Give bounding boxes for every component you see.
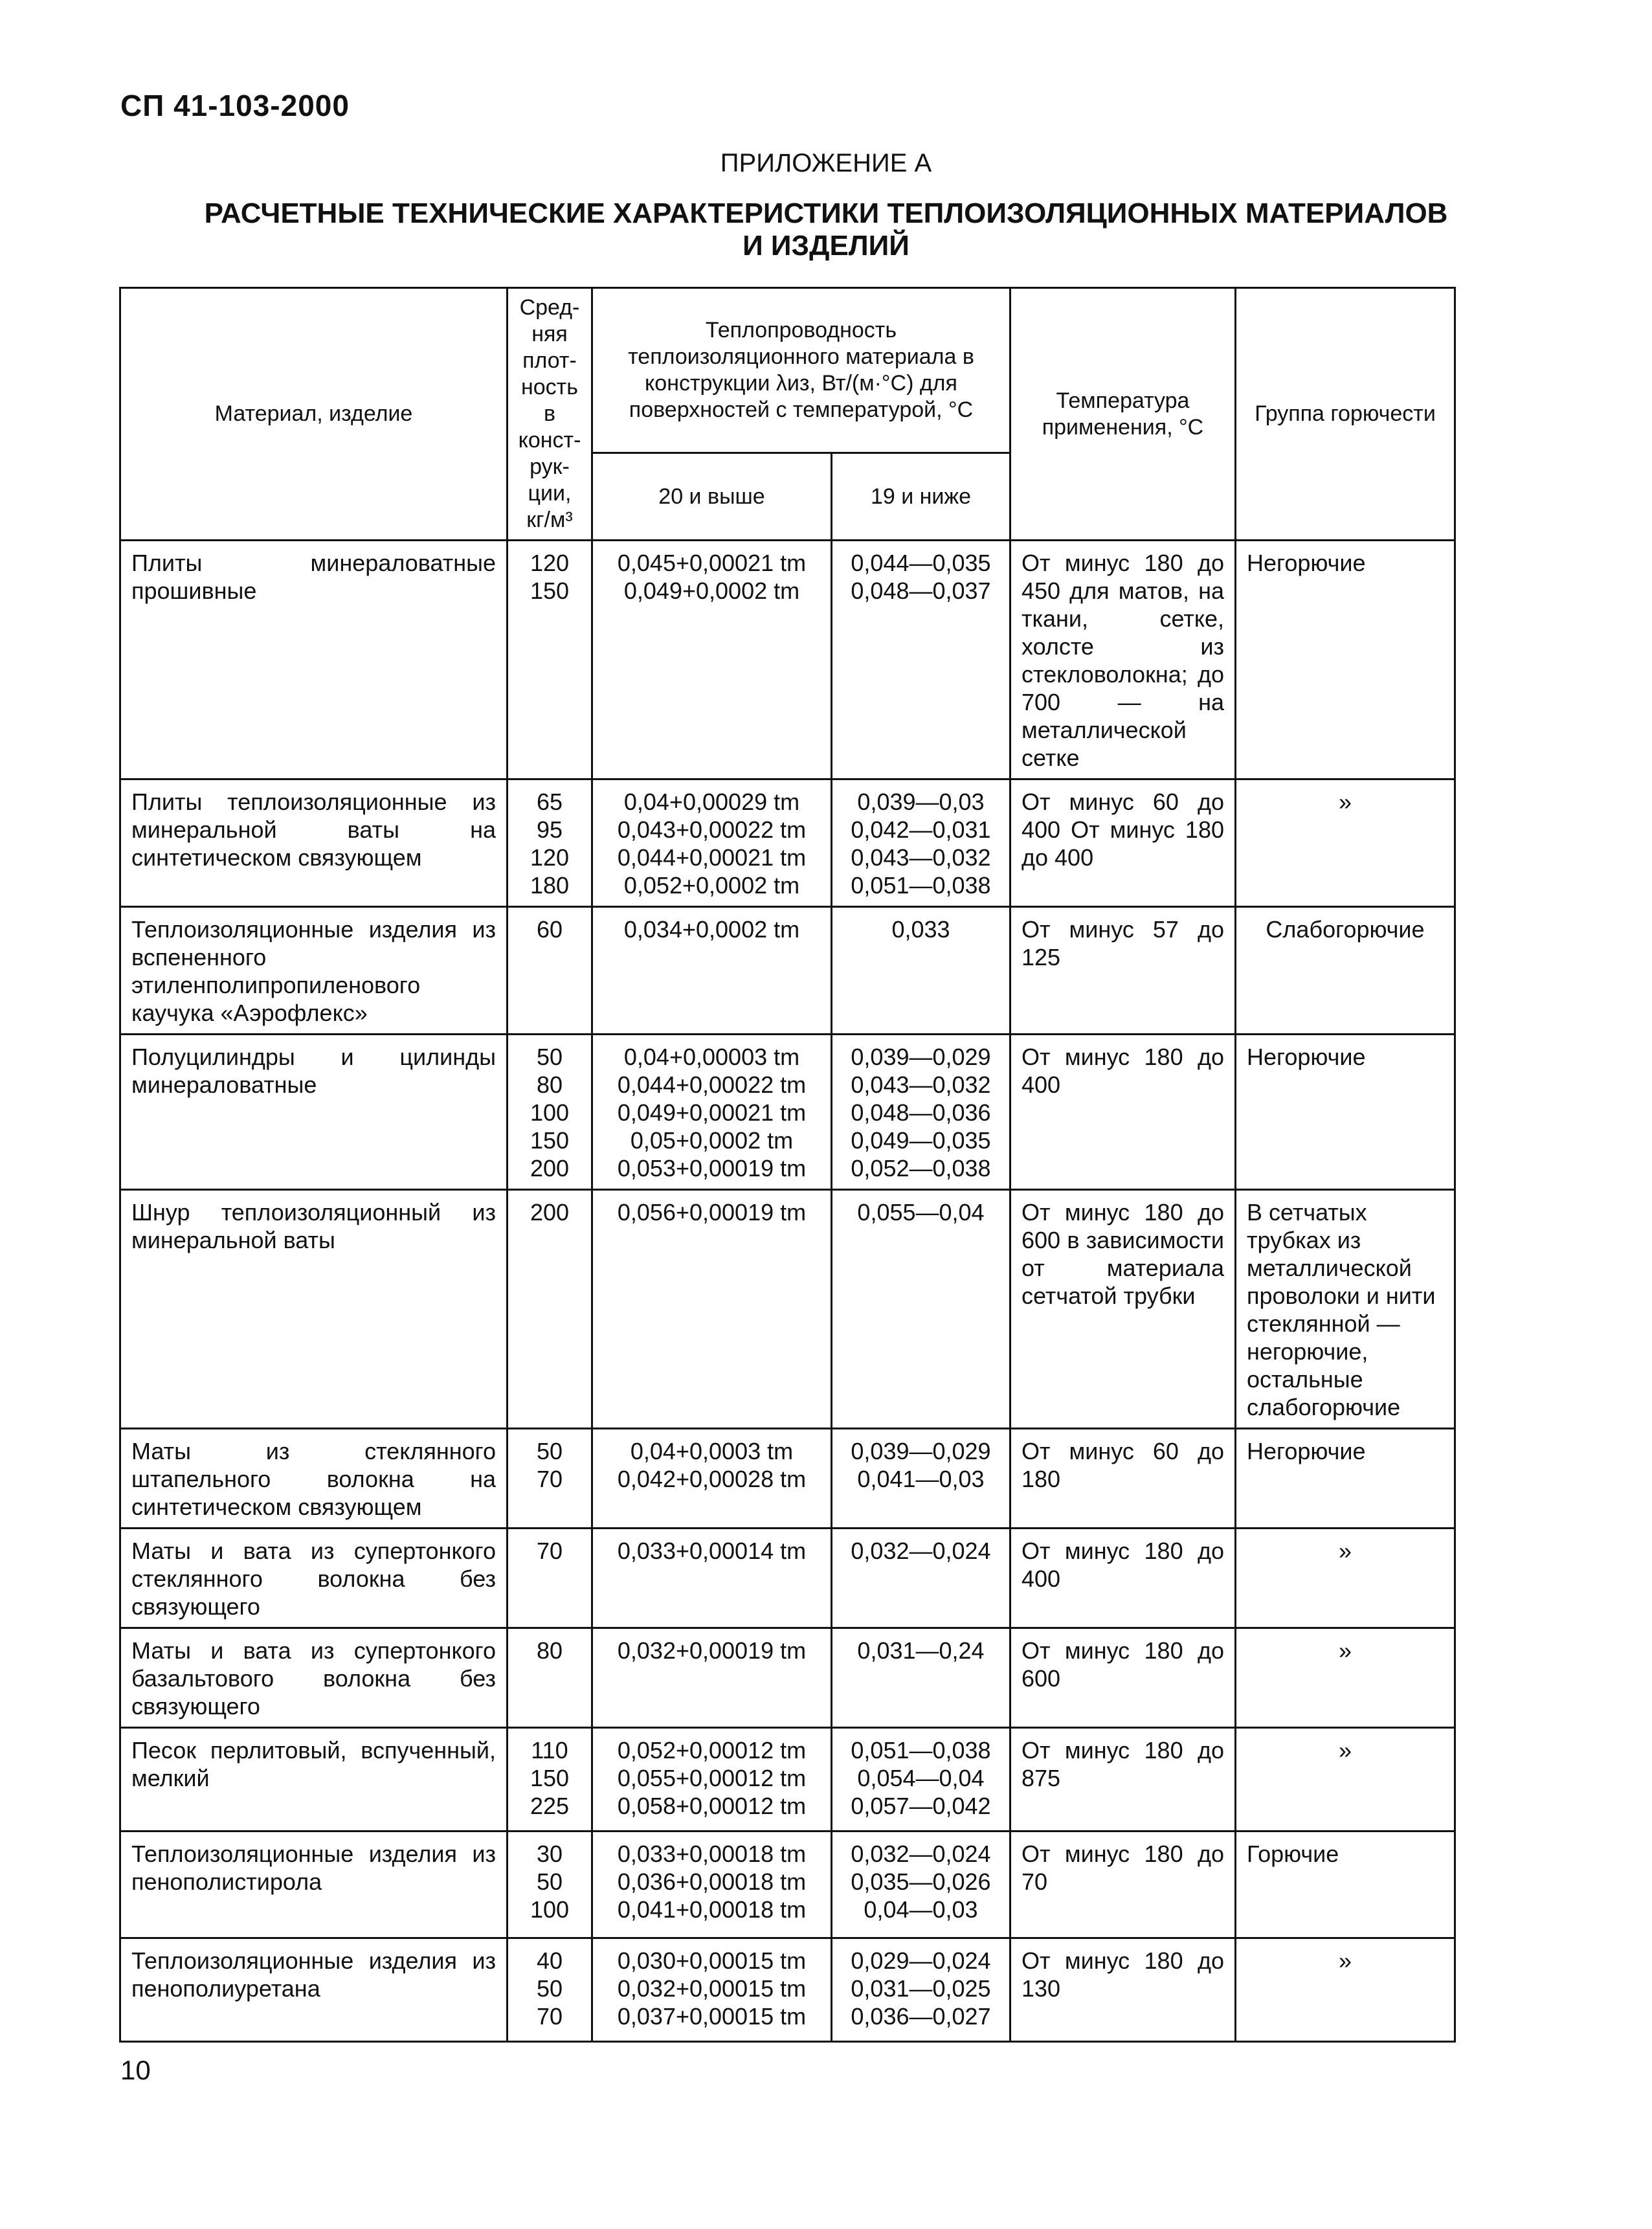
cell-density-line: 70 [536,1466,563,1492]
cell-conductivity-low-line: 0,041—0,03 [857,1466,985,1492]
table-row [120,1529,1455,1628]
cell-density [508,1831,592,1938]
cell-density-line: 100 [530,1896,570,1923]
header-temperature: Температура применения, °С [1010,288,1236,541]
cell-material: Теплоизоляционные изделия из вспененного этиленполипропиленового каучука «Аэрофлекс» [120,907,508,1035]
cell-conductivity-low-line: 0,031—0,025 [851,1975,991,2002]
cell-group: » [1236,779,1455,907]
cell-conductivity-high-line: 0,032+0,00015 tm [617,1975,807,2002]
header-group: Группа горючести [1236,288,1455,541]
page-title [129,197,1523,262]
cell-conductivity-low-line: 0,055—0,04 [857,1199,985,1226]
materials-table [119,287,1456,2043]
cell-temperature: От минус 180 до 70 [1010,1831,1236,1938]
cell-conductivity-high-line: 0,037+0,00015 tm [617,2003,807,2030]
cell-density-line: 100 [530,1099,570,1126]
page-title-line-1: РАСЧЕТНЫЕ ТЕХНИЧЕСКИЕ ХАРАКТЕРИСТИКИ ТЕПЛОИЗОЛЯЦИОННЫХ МАТЕРИАЛОВ [204,197,1448,229]
cell-density [508,1035,592,1190]
cell-conductivity-low [832,1628,1010,1728]
table-row [120,1938,1455,2042]
cell-group: Негорючие [1236,1035,1455,1190]
cell-conductivity-high [592,1938,832,2042]
cell-density-line: 120 [530,844,570,871]
cell-density-line: 120 [530,550,570,576]
cell-conductivity-low [832,1035,1010,1190]
cell-density-line: 95 [536,816,563,843]
cell-density-line: 40 [536,1947,563,1974]
document-code: СП 41-103-2000 [120,89,350,122]
cell-conductivity-low [832,1190,1010,1429]
cell-conductivity-high [592,1429,832,1529]
cell-temperature: От минус 180 до 400 [1010,1529,1236,1628]
cell-material: Теплоизоляционные изделия из пенополиуретана [120,1938,508,2042]
cell-conductivity-high-line: 0,049+0,0002 tm [623,577,800,604]
cell-density-line: 180 [530,872,570,899]
cell-density [508,907,592,1035]
cell-conductivity-low-line: 0,052—0,038 [851,1155,991,1182]
cell-conductivity-low-line: 0,039—0,029 [851,1044,991,1070]
cell-material: Теплоизоляционные изделия из пенополистирола [120,1831,508,1938]
cell-group: » [1236,1938,1455,2042]
cell-conductivity-high-line: 0,056+0,00019 tm [617,1199,807,1226]
cell-density-line: 80 [536,1071,563,1098]
cell-density-line: 50 [536,1868,563,1895]
cell-density [508,1529,592,1628]
page-number: 10 [120,2055,151,2085]
page-title-line-2: И ИЗДЕЛИЙ [742,230,910,262]
table-row [120,1429,1455,1529]
cell-conductivity-high-line: 0,04+0,00029 tm [623,789,800,815]
cell-density-line: 70 [536,1538,563,1564]
header-density: Сред-няя плот-ность в конст-рук-ции, кг/м³ [508,288,592,541]
cell-material: Шнур теплоизоляционный из минеральной ваты [120,1190,508,1429]
cell-conductivity-low-line: 0,033 [891,916,950,943]
header-material: Материал, изделие [120,288,508,541]
cell-conductivity-low-line: 0,032—0,024 [851,1538,991,1564]
header-conductivity: Теплопроводность теплоизоляционного материала в конструкции λиз, Вт/(м·°С) для поверхностей с температурой, °С [592,288,1010,453]
cell-conductivity-low-line: 0,043—0,032 [851,844,991,871]
cell-temperature: От минус 60 до 180 [1010,1429,1236,1529]
cell-conductivity-low-line: 0,057—0,042 [851,1793,991,1819]
cell-conductivity-high-line: 0,032+0,00019 tm [617,1637,807,1664]
cell-conductivity-high-line: 0,04+0,00003 tm [623,1044,800,1070]
cell-conductivity-low-line: 0,031—0,24 [857,1637,985,1664]
cell-density [508,1190,592,1429]
cell-conductivity-high [592,1728,832,1831]
cell-density-line: 150 [530,577,570,604]
cell-conductivity-high-line: 0,049+0,00021 tm [617,1099,807,1126]
cell-material: Маты и вата из супертонкого базальтового волокна без связующего [120,1628,508,1728]
cell-conductivity-low-line: 0,04—0,03 [864,1896,978,1923]
cell-temperature: От минус 180 до 400 [1010,1035,1236,1190]
table-row [120,1190,1455,1429]
cell-group: Горючие [1236,1831,1455,1938]
cell-density-line: 30 [536,1841,563,1867]
cell-density [508,1728,592,1831]
cell-temperature: От минус 57 до 125 [1010,907,1236,1035]
header-conductivity-low: 19 и ниже [832,453,1010,541]
cell-temperature: От минус 180 до 130 [1010,1938,1236,2042]
cell-conductivity-low-line: 0,036—0,027 [851,2003,991,2030]
table-row [120,1035,1455,1190]
cell-conductivity-low [832,541,1010,779]
cell-density-line: 150 [530,1765,570,1791]
cell-group: » [1236,1529,1455,1628]
cell-conductivity-low-line: 0,044—0,035 [851,550,991,576]
cell-density [508,1938,592,2042]
cell-conductivity-high-line: 0,045+0,00021 tm [617,550,807,576]
cell-material: Песок перлитовый, вспученный, мелкий [120,1728,508,1831]
cell-material: Плиты теплоизоляционные из минеральной ваты на синтетическом связующем [120,779,508,907]
cell-group: » [1236,1628,1455,1728]
cell-density [508,779,592,907]
cell-conductivity-low-line: 0,049—0,035 [851,1127,991,1154]
cell-conductivity-low [832,779,1010,907]
table-row [120,779,1455,907]
cell-material: Маты из стеклянного штапельного волокна на синтетическом связующем [120,1429,508,1529]
cell-conductivity-low-line: 0,029—0,024 [851,1947,991,1974]
cell-conductivity-high-line: 0,042+0,00028 tm [617,1466,807,1492]
cell-density-line: 50 [536,1044,563,1070]
table-row [120,1628,1455,1728]
cell-conductivity-high-line: 0,05+0,0002 tm [630,1127,794,1154]
cell-conductivity-low [832,1728,1010,1831]
cell-conductivity-low-line: 0,043—0,032 [851,1071,991,1098]
cell-density [508,541,592,779]
cell-conductivity-high [592,1529,832,1628]
table-row [120,1728,1455,1831]
cell-conductivity-high-line: 0,036+0,00018 tm [617,1868,807,1895]
cell-conductivity-high-line: 0,052+0,00012 tm [617,1737,807,1764]
cell-density-line: 225 [530,1793,570,1819]
cell-conductivity-high [592,1831,832,1938]
cell-conductivity-high-line: 0,044+0,00022 tm [617,1071,807,1098]
cell-conductivity-low [832,1429,1010,1529]
cell-density-line: 65 [536,789,563,815]
cell-conductivity-low-line: 0,039—0,029 [851,1438,991,1464]
cell-density-line: 50 [536,1438,563,1464]
cell-conductivity-high-line: 0,04+0,0003 tm [630,1438,794,1464]
cell-conductivity-high-line: 0,033+0,00018 tm [617,1841,807,1867]
cell-conductivity-high [592,541,832,779]
cell-conductivity-low [832,1938,1010,2042]
cell-conductivity-high-line: 0,044+0,00021 tm [617,844,807,871]
cell-conductivity-high-line: 0,058+0,00012 tm [617,1793,807,1819]
appendix-label: ПРИЛОЖЕНИЕ А [720,149,932,177]
cell-conductivity-high-line: 0,052+0,0002 tm [623,872,800,899]
cell-group: Негорючие [1236,541,1455,779]
cell-temperature: От минус 180 до 600 в зависимости от материала сетчатой трубки [1010,1190,1236,1429]
table-row [120,1831,1455,1938]
cell-conductivity-high-line: 0,034+0,0002 tm [623,916,800,943]
cell-conductivity-low-line: 0,054—0,04 [857,1765,985,1791]
cell-temperature: От минус 60 до 400 От минус 180 до 400 [1010,779,1236,907]
cell-conductivity-low [832,1529,1010,1628]
cell-material: Полуцилиндры и цилинды минераловатные [120,1035,508,1190]
cell-conductivity-high [592,779,832,907]
cell-material: Маты и вата из супертонкого стеклянного волокна без связующего [120,1529,508,1628]
cell-conductivity-high-line: 0,033+0,00014 tm [617,1538,807,1564]
cell-density-line: 60 [536,916,563,943]
cell-density-line: 150 [530,1127,570,1154]
cell-temperature: От минус 180 до 875 [1010,1728,1236,1831]
cell-conductivity-high-line: 0,041+0,00018 tm [617,1896,807,1923]
cell-conductivity-low-line: 0,032—0,024 [851,1841,991,1867]
cell-group: Негорючие [1236,1429,1455,1529]
cell-conductivity-low-line: 0,042—0,031 [851,816,991,843]
cell-conductivity-low-line: 0,048—0,036 [851,1099,991,1126]
cell-conductivity-high [592,1035,832,1190]
cell-material: Плиты минераловатные прошивные [120,541,508,779]
cell-density-line: 200 [530,1199,570,1226]
cell-group: » [1236,1728,1455,1831]
cell-conductivity-low [832,907,1010,1035]
header-conductivity-high: 20 и выше [592,453,832,541]
table-row [120,907,1455,1035]
cell-conductivity-low-line: 0,051—0,038 [851,872,991,899]
cell-density-line: 50 [536,1975,563,2002]
cell-temperature: От минус 180 до 450 для матов, на ткани, сетке, холсте из стекловолокна; до 700 — на металлической сетке [1010,541,1236,779]
cell-conductivity-high [592,907,832,1035]
cell-conductivity-high [592,1190,832,1429]
cell-conductivity-low-line: 0,035—0,026 [851,1868,991,1895]
cell-density-line: 200 [530,1155,570,1182]
cell-temperature: От минус 180 до 600 [1010,1628,1236,1728]
cell-density [508,1628,592,1728]
cell-conductivity-high [592,1628,832,1728]
cell-conductivity-high-line: 0,043+0,00022 tm [617,816,807,843]
cell-density-line: 110 [531,1737,568,1764]
cell-conductivity-high-line: 0,055+0,00012 tm [617,1765,807,1791]
cell-conductivity-high-line: 0,030+0,00015 tm [617,1947,807,1974]
cell-conductivity-low [832,1831,1010,1938]
cell-conductivity-low-line: 0,051—0,038 [851,1737,991,1764]
cell-group: Слабогорючие [1236,907,1455,1035]
cell-density [508,1429,592,1529]
cell-density-line: 80 [536,1637,563,1664]
table-row [120,541,1455,779]
cell-conductivity-low-line: 0,048—0,037 [851,577,991,604]
cell-group: В сетчатых трубках из металлической проволоки и нити стеклянной —негорючие, остальные слабогорючие [1236,1190,1455,1429]
cell-conductivity-low-line: 0,039—0,03 [857,789,985,815]
cell-density-line: 70 [536,2003,563,2030]
cell-conductivity-high-line: 0,053+0,00019 tm [617,1155,807,1182]
